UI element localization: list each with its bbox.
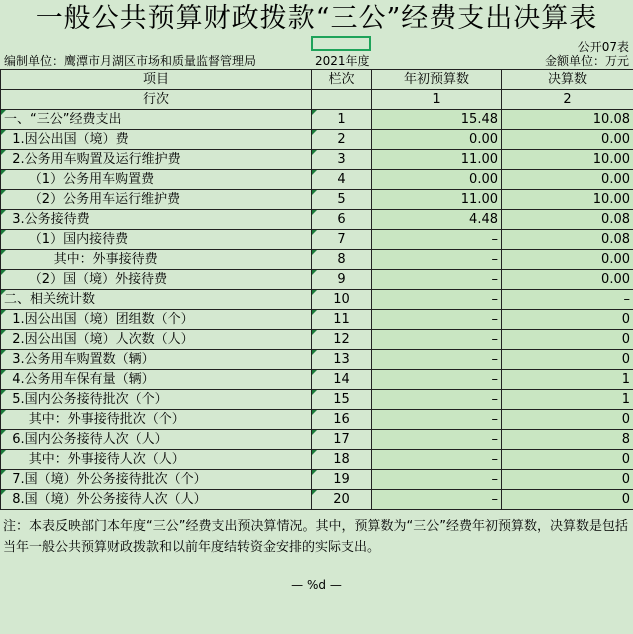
row-budget-cell[interactable]: – bbox=[372, 390, 502, 410]
row-actual-cell[interactable]: 0 bbox=[502, 350, 633, 370]
row-budget-cell[interactable]: – bbox=[372, 290, 502, 310]
year-label: 2021年度 bbox=[315, 54, 370, 68]
row-budget-cell[interactable]: – bbox=[372, 450, 502, 470]
row-item-cell[interactable]: 二、相关统计数 bbox=[1, 290, 312, 310]
row-index-cell[interactable]: 8 bbox=[312, 250, 372, 270]
row-index-cell[interactable]: 18 bbox=[312, 450, 372, 470]
row-item-cell[interactable]: 一、“三公”经费支出 bbox=[1, 110, 312, 130]
header-actual: 决算数 bbox=[502, 70, 633, 90]
row-budget-cell[interactable]: 0.00 bbox=[372, 170, 502, 190]
row-budget-cell[interactable]: 11.00 bbox=[372, 190, 502, 210]
row-actual-cell[interactable]: 0.00 bbox=[502, 250, 633, 270]
row-actual-cell[interactable]: 0 bbox=[502, 310, 633, 330]
row-item-cell[interactable]: 8.国（境）外公务接待人次（人） bbox=[1, 490, 312, 510]
row-index-cell[interactable]: 13 bbox=[312, 350, 372, 370]
table-row[interactable] bbox=[1, 310, 633, 330]
table-row[interactable] bbox=[1, 150, 633, 170]
subheader-index bbox=[312, 90, 372, 110]
unit-label: 编制单位：鹰潭市月湖区市场和质量监督管理局 bbox=[4, 54, 257, 68]
row-actual-cell[interactable]: 10.08 bbox=[502, 110, 633, 130]
table-row[interactable] bbox=[1, 270, 633, 290]
currency-label: 金额单位：万元 bbox=[544, 54, 629, 68]
row-item-cell[interactable]: 3.公务接待费 bbox=[1, 210, 312, 230]
row-budget-cell[interactable]: 15.48 bbox=[372, 110, 502, 130]
row-actual-cell[interactable]: 0 bbox=[502, 490, 633, 510]
expense-table bbox=[0, 69, 633, 510]
table-note: 注：本表反映部门本年度“三公”经费支出预决算情况。其中，预算数为“三公”经费年初预算数，决算数是包括当年一般公共预算财政拨款和以前年度结转资金安排的实际支出。 bbox=[3, 519, 628, 555]
row-budget-cell[interactable]: – bbox=[372, 310, 502, 330]
row-index-cell[interactable]: 7 bbox=[312, 230, 372, 250]
row-index-cell[interactable]: 2 bbox=[312, 130, 372, 150]
row-item-cell[interactable]: （2）国（境）外接待费 bbox=[1, 270, 312, 290]
page-title: 一般公共预算财政拨款“三公”经费支出决算表 bbox=[35, 3, 598, 34]
row-actual-cell[interactable]: 0.08 bbox=[502, 230, 633, 250]
row-actual-cell[interactable]: 10.00 bbox=[502, 190, 633, 210]
row-actual-cell[interactable]: 0.00 bbox=[502, 270, 633, 290]
row-item-cell[interactable]: 4.公务用车保有量（辆） bbox=[1, 370, 312, 390]
table-row[interactable] bbox=[1, 170, 633, 190]
row-budget-cell[interactable]: – bbox=[372, 230, 502, 250]
table-row[interactable] bbox=[1, 290, 633, 310]
row-index-cell[interactable]: 10 bbox=[312, 290, 372, 310]
row-actual-cell[interactable]: 10.00 bbox=[502, 150, 633, 170]
row-index-cell[interactable]: 4 bbox=[312, 170, 372, 190]
table-row[interactable] bbox=[1, 330, 633, 350]
row-item-cell[interactable]: （1）公务用车购置费 bbox=[1, 170, 312, 190]
row-budget-cell[interactable]: – bbox=[372, 330, 502, 350]
table-row[interactable] bbox=[1, 470, 633, 490]
row-item-cell[interactable]: 1.因公出国（境）团组数（个） bbox=[1, 310, 312, 330]
row-item-cell[interactable]: 2.公务用车购置及运行维护费 bbox=[1, 150, 312, 170]
table-row[interactable] bbox=[1, 350, 633, 370]
row-index-cell[interactable]: 16 bbox=[312, 410, 372, 430]
table-row[interactable] bbox=[1, 410, 633, 430]
row-budget-cell[interactable]: 11.00 bbox=[372, 150, 502, 170]
selected-cell[interactable] bbox=[311, 36, 371, 51]
table-row[interactable] bbox=[1, 490, 633, 510]
table-row[interactable] bbox=[1, 250, 633, 270]
row-budget-cell[interactable]: – bbox=[372, 350, 502, 370]
row-actual-cell[interactable]: 1 bbox=[502, 370, 633, 390]
row-actual-cell[interactable]: 0 bbox=[502, 410, 633, 430]
row-item-cell[interactable]: 2.因公出国（境）人次数（人） bbox=[1, 330, 312, 350]
row-item-cell[interactable]: （1）国内接待费 bbox=[1, 230, 312, 250]
row-budget-cell[interactable]: – bbox=[372, 410, 502, 430]
row-index-cell[interactable]: 19 bbox=[312, 470, 372, 490]
row-index-cell[interactable]: 11 bbox=[312, 310, 372, 330]
row-item-cell[interactable]: 其中：外事接待批次（个） bbox=[1, 410, 312, 430]
header-index: 栏次 bbox=[312, 70, 372, 90]
row-actual-cell[interactable]: 0 bbox=[502, 450, 633, 470]
row-budget-cell[interactable]: 0.00 bbox=[372, 130, 502, 150]
row-actual-cell[interactable]: 0.00 bbox=[502, 130, 633, 150]
row-actual-cell[interactable]: 8 bbox=[502, 430, 633, 450]
row-index-cell[interactable]: 9 bbox=[312, 270, 372, 290]
subheader-row bbox=[1, 90, 633, 110]
table-row[interactable] bbox=[1, 130, 633, 150]
row-index-cell[interactable]: 15 bbox=[312, 390, 372, 410]
row-index-cell[interactable]: 14 bbox=[312, 370, 372, 390]
table-row[interactable] bbox=[1, 210, 633, 230]
row-actual-cell[interactable]: 0.00 bbox=[502, 170, 633, 190]
row-index-cell[interactable]: 1 bbox=[312, 110, 372, 130]
table-row[interactable] bbox=[1, 190, 633, 210]
unit-row bbox=[0, 54, 633, 69]
row-item-cell[interactable]: （2）公务用车运行维护费 bbox=[1, 190, 312, 210]
row-index-cell[interactable]: 5 bbox=[312, 190, 372, 210]
row-actual-cell[interactable]: – bbox=[502, 290, 633, 310]
row-budget-cell[interactable]: – bbox=[372, 490, 502, 510]
subheader-item: 行次 bbox=[1, 90, 312, 110]
row-item-cell[interactable]: 其中：外事接待费 bbox=[1, 250, 312, 270]
header-budget: 年初预算数 bbox=[372, 70, 502, 90]
row-actual-cell[interactable]: 0 bbox=[502, 470, 633, 490]
row-index-cell[interactable]: 6 bbox=[312, 210, 372, 230]
table-row[interactable] bbox=[1, 110, 633, 130]
row-actual-cell[interactable]: 0 bbox=[502, 330, 633, 350]
header-row bbox=[1, 70, 633, 90]
table-row[interactable] bbox=[1, 390, 633, 410]
row-item-cell[interactable]: 3.公务用车购置数（辆） bbox=[1, 350, 312, 370]
row-budget-cell[interactable]: – bbox=[372, 470, 502, 490]
table-row[interactable] bbox=[1, 450, 633, 470]
row-actual-cell[interactable]: 1 bbox=[502, 390, 633, 410]
page-footer: — %d — bbox=[291, 578, 342, 592]
table-row[interactable] bbox=[1, 230, 633, 250]
form-code: 公开07表 bbox=[577, 40, 629, 54]
row-index-cell[interactable]: 3 bbox=[312, 150, 372, 170]
subheader-budget: 1 bbox=[372, 90, 502, 110]
row-item-cell[interactable]: 1.因公出国（境）费 bbox=[1, 130, 312, 150]
subheader-actual: 2 bbox=[502, 90, 633, 110]
row-item-cell[interactable]: 其中：外事接待人次（人） bbox=[1, 450, 312, 470]
row-item-cell[interactable]: 7.国（境）外公务接待批次（个） bbox=[1, 470, 312, 490]
table-row[interactable] bbox=[1, 430, 633, 450]
row-item-cell[interactable]: 6.国内公务接待人次（人） bbox=[1, 430, 312, 450]
header-item: 项目 bbox=[1, 70, 312, 90]
row-index-cell[interactable]: 17 bbox=[312, 430, 372, 450]
row-budget-cell[interactable]: 4.48 bbox=[372, 210, 502, 230]
row-budget-cell[interactable]: – bbox=[372, 370, 502, 390]
row-item-cell[interactable]: 5.国内公务接待批次（个） bbox=[1, 390, 312, 410]
row-budget-cell[interactable]: – bbox=[372, 250, 502, 270]
row-budget-cell[interactable]: – bbox=[372, 270, 502, 290]
row-index-cell[interactable]: 12 bbox=[312, 330, 372, 350]
row-actual-cell[interactable]: 0.08 bbox=[502, 210, 633, 230]
table-body bbox=[1, 110, 633, 510]
table-row[interactable] bbox=[1, 370, 633, 390]
row-index-cell[interactable]: 20 bbox=[312, 490, 372, 510]
row-budget-cell[interactable]: – bbox=[372, 430, 502, 450]
